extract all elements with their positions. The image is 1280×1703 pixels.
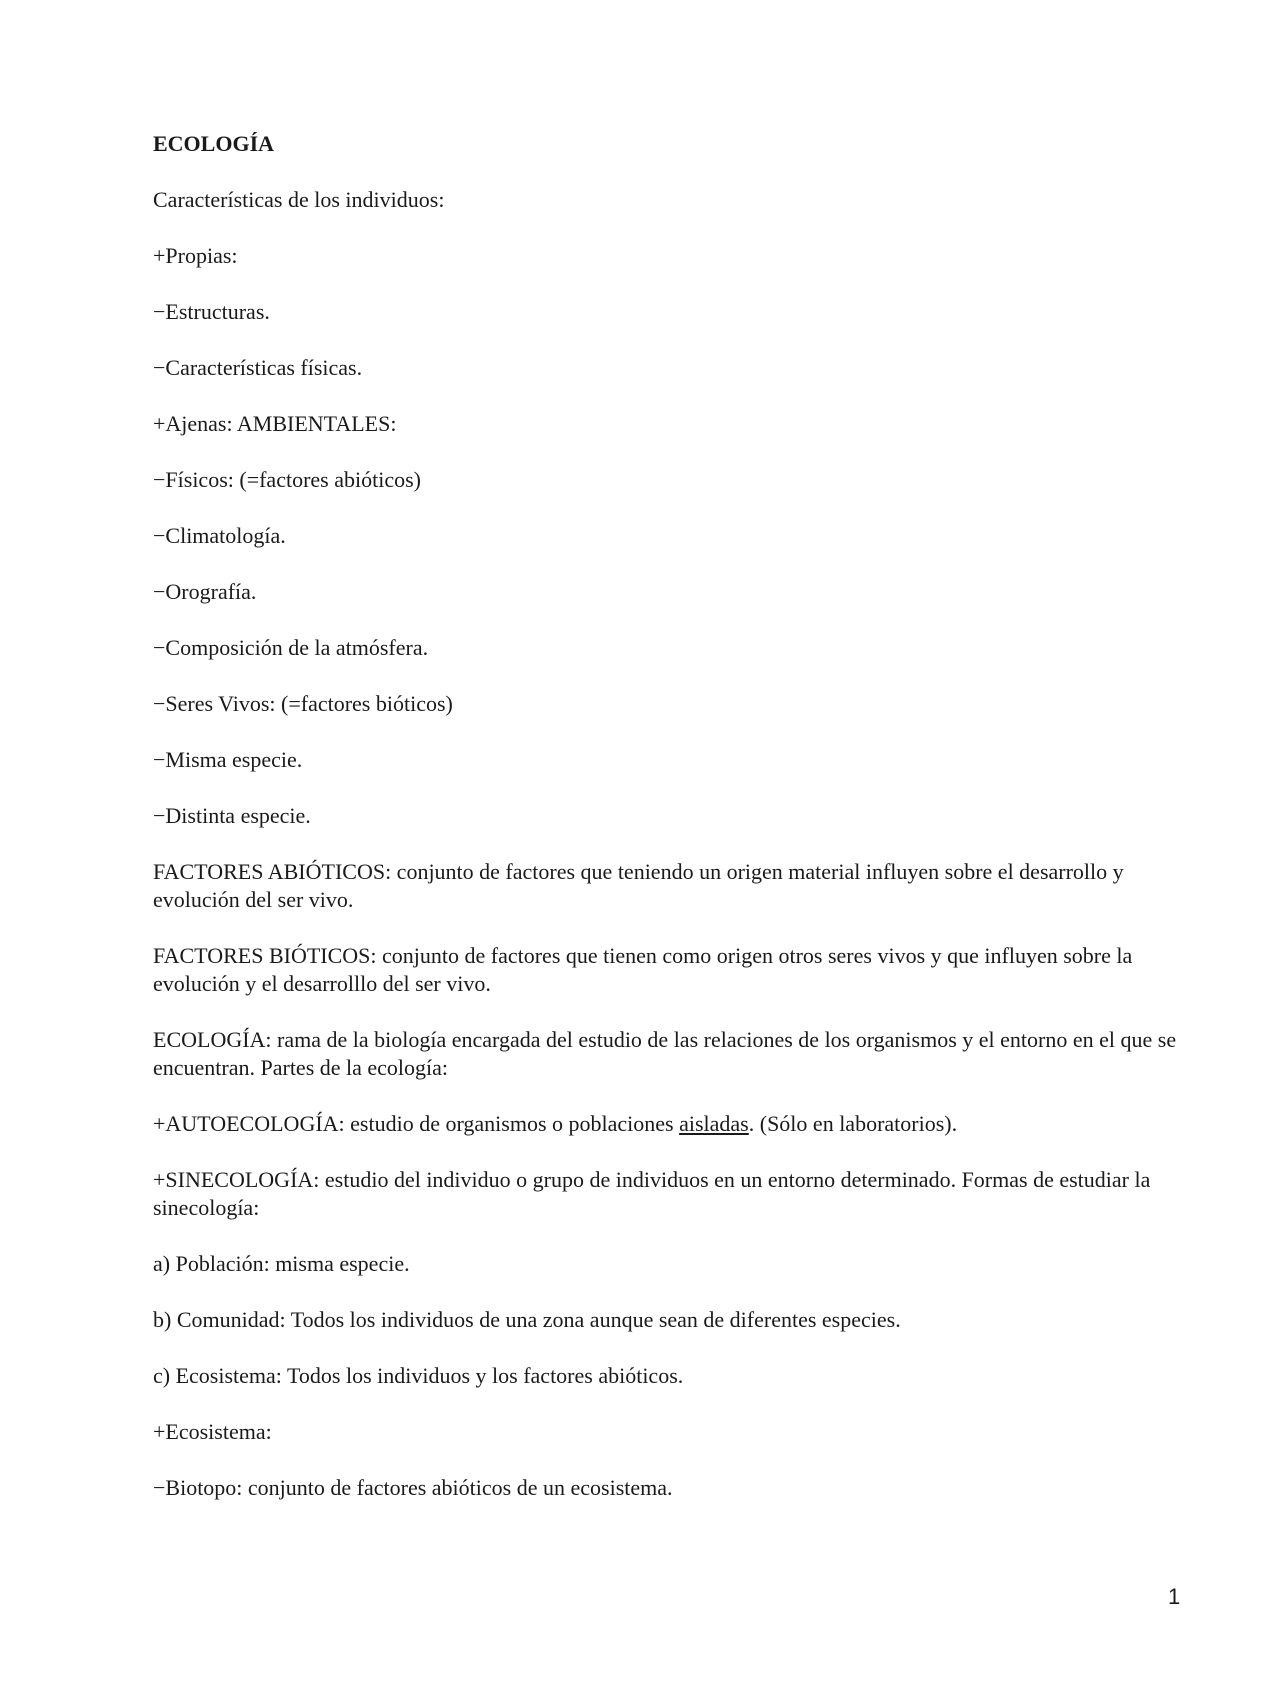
autoecologia-text: +AUTOECOLOGÍA: estudio de organismos o poblaciones [153, 1111, 680, 1136]
list-item: −Distinta especie. [153, 803, 311, 828]
factores-abioticos-paragraph: FACTORES ABIÓTICOS: conjunto de factores que teniendo un origen material influyen sobre el desarrollo y evolución del ser vivo. [153, 859, 1124, 912]
factores-bioticos-paragraph: FACTORES BIÓTICOS: conjunto de factores que tienen como origen otros seres vivos y que influyen sobre la evolución y el desarrolllo del ser vivo. [153, 943, 1133, 996]
list-item: −Climatología. [153, 523, 286, 548]
autoecologia-paragraph [153, 1110, 1193, 1138]
forma-item: a) Población: misma especie. [153, 1251, 410, 1276]
list-item: −Misma especie. [153, 747, 303, 772]
list-item: +Propias: [153, 243, 238, 268]
list-item: −Características físicas. [153, 355, 363, 380]
autoecologia-text-end: . (Sólo en laboratorios). [748, 1111, 958, 1136]
page-number: 1 [1168, 1584, 1181, 1609]
document-title: ECOLOGÍA [153, 131, 275, 156]
list-item: Características de los individuos: [153, 187, 445, 212]
ecologia-definition-paragraph: ECOLOGÍA: rama de la biología encargada del estudio de las relaciones de los organismos y el entorno en el que se encuentran. Partes de la ecología: [153, 1027, 1177, 1080]
ecosistema-item: +Ecosistema: [153, 1419, 272, 1444]
list-item: −Estructuras. [153, 299, 270, 324]
list-item: +Ajenas: AMBIENTALES: [153, 411, 397, 436]
list-item: −Seres Vivos: (=factores bióticos) [153, 691, 453, 716]
ecosistema-item: −Biotopo: conjunto de factores abióticos de un ecosistema. [153, 1475, 673, 1500]
sinecologia-paragraph: +SINECOLOGÍA: estudio del individuo o grupo de individuos en un entorno determinado. Formas de estudiar la sinecología: [153, 1167, 1151, 1220]
forma-item: c) Ecosistema: Todos los individuos y los factores abióticos. [153, 1363, 684, 1388]
underlined-word: aisladas [679, 1111, 749, 1136]
document-page [153, 130, 1193, 1530]
list-item: −Físicos: (=factores abióticos) [153, 467, 421, 492]
list-item: −Orografía. [153, 579, 257, 604]
list-item: −Composición de la atmósfera. [153, 635, 429, 660]
forma-item: b) Comunidad: Todos los individuos de una zona aunque sean de diferentes especies. [153, 1307, 901, 1332]
